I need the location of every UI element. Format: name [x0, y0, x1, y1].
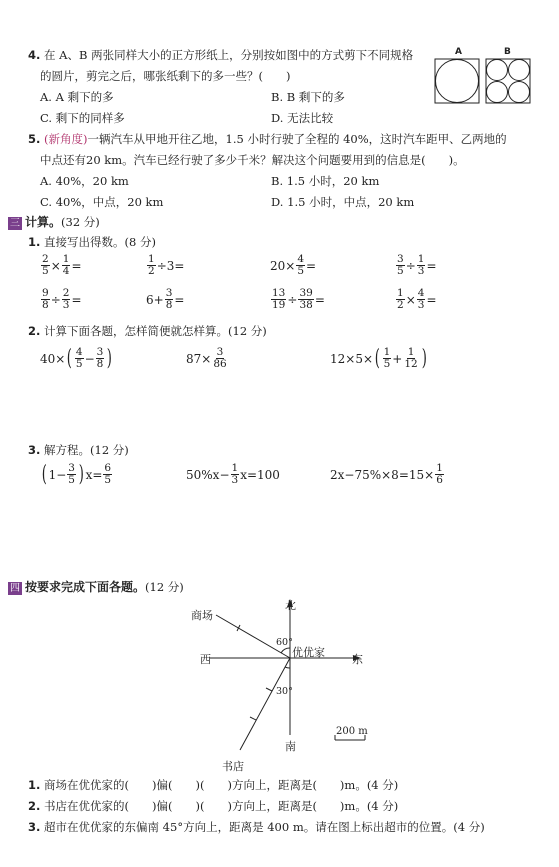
figure-a: [435, 59, 479, 103]
figure-b: [486, 59, 530, 103]
equation-2: 50%x− $\frac{1}{3}$ x=100: [186, 462, 280, 486]
q4-text-1: 在 A、B 两张同样大小的正方形纸上，分别按如图中的方式剪下不同规格: [44, 48, 414, 62]
calc-expr-5: $\frac{9}{8}$ ÷ $\frac{2}{3}$ =: [42, 287, 82, 311]
s4-question-3: 3. 超市在优优家的东偏南 45°方向上，距离是 400 m。请在图上标出超市的位置。(4 分): [28, 820, 485, 834]
calc-simplify-1: 40× ( 4 5 − $\frac{3}{8}$ ): [40, 345, 113, 371]
q4-option-b[interactable]: B. B 剩下的多: [271, 90, 345, 104]
section-4-score: (12 分): [145, 580, 184, 594]
calc-expr-2: $\frac{1}{2}$ ÷3=: [148, 253, 185, 277]
s3-part2-title: 2. 计算下面各题，怎样简便就怎样算。(12 分): [28, 324, 267, 338]
q5-option-a[interactable]: A. 40%，20 km: [40, 174, 129, 188]
calc-expr-7: $\frac{13}{19}$ ÷ $\frac{39}{38}$ =: [272, 287, 325, 311]
q4-number: 4.: [28, 48, 41, 62]
q5-number: 5.: [28, 132, 41, 146]
q5-text-1: 一辆汽车从甲地开往乙地，1.5 小时行驶了全程的 40%，这时汽车距甲、乙两地的: [87, 132, 507, 146]
q5-tag: (新角度): [44, 132, 88, 146]
map-bookstore-label: 书店: [222, 760, 244, 773]
calc-expr-4: $\frac{3}{5}$ ÷ $\frac{1}{3}$ =: [397, 253, 437, 277]
map-angle-30: 30°: [276, 686, 293, 697]
q4-option-c[interactable]: C. 剩下的同样多: [40, 111, 125, 125]
q5-option-c[interactable]: C. 40%，中点，20 km: [40, 195, 164, 209]
q5-option-b[interactable]: B. 1.5 小时，20 km: [271, 174, 380, 188]
s3-part3-title: 3. 解方程。(12 分): [28, 443, 129, 457]
map-center-label: 优优家: [292, 646, 325, 659]
calc-expr-6: 6+ $\frac{3}{8}$ =: [146, 287, 185, 311]
q4-figures: [434, 58, 550, 105]
q5-line1: [28, 131, 507, 147]
section-3-header: [8, 213, 100, 230]
q5-option-d[interactable]: D. 1.5 小时，中点，20 km: [271, 195, 415, 209]
map-scale-label: 200 m: [336, 726, 368, 737]
equation-1: ( 1− $\frac{3}{5}$ ) x= $\frac{6}{5}$: [41, 461, 112, 487]
figure-b-label: B: [504, 47, 511, 57]
map-south-label: 南: [285, 740, 296, 753]
map-angle-60: 60°: [276, 637, 293, 648]
s4-question-1: 1. 商场在优优家的( )偏( )( )方向上，距离是( )m。(4 分): [28, 778, 399, 792]
section-3-title: 计算。: [25, 215, 62, 229]
s4-question-2: 2. 书店在优优家的( )偏( )( )方向上，距离是( )m。(4 分): [28, 799, 399, 813]
section-4-badge: 四: [10, 583, 20, 594]
calc-expr-1: $\frac{2}{5}$ × $\frac{1}{4}$ =: [42, 253, 82, 277]
q4-line1: [28, 47, 413, 63]
section-4-title: 按要求完成下面各题。: [25, 580, 146, 594]
map-east-label: 东: [352, 653, 363, 666]
s3-part1-title: 1. 直接写出得数。(8 分): [28, 235, 156, 249]
q4-option-a[interactable]: A. A 剩下的多: [40, 90, 114, 104]
bookstore-ray: [240, 658, 290, 750]
calc-expr-8: $\frac{1}{2}$ × $\frac{4}{3}$ =: [397, 287, 437, 311]
q5-text-2: 中点还有20 km。汽车已经行驶了多少千米？解决这个问题要用到的信息是( )。: [40, 153, 465, 167]
section-3-badge: 三: [10, 218, 20, 229]
section-3-score: (32 分): [61, 215, 100, 229]
calc-simplify-3: 12×5× ( 1 5 + $\frac{1}{12}$ ): [330, 345, 427, 371]
map-mall-label: 商场: [191, 609, 213, 622]
calc-simplify-2: 87× $\frac{3}{86}$: [186, 346, 227, 370]
section-4-header: [8, 578, 184, 595]
q4-text-2: 的圆片，剪完之后，哪张纸剩下的多一些？( ): [40, 69, 291, 83]
figure-a-label: A: [455, 47, 462, 57]
calc-expr-3: 20× $\frac{4}{5}$ =: [270, 253, 317, 277]
map-north-label: 北: [285, 599, 296, 612]
equation-3: 2x−75%×8=15× $\frac{1}{6}$: [330, 462, 443, 486]
map-west-label: 西: [200, 653, 211, 666]
q4-option-d[interactable]: D. 无法比较: [271, 111, 334, 125]
